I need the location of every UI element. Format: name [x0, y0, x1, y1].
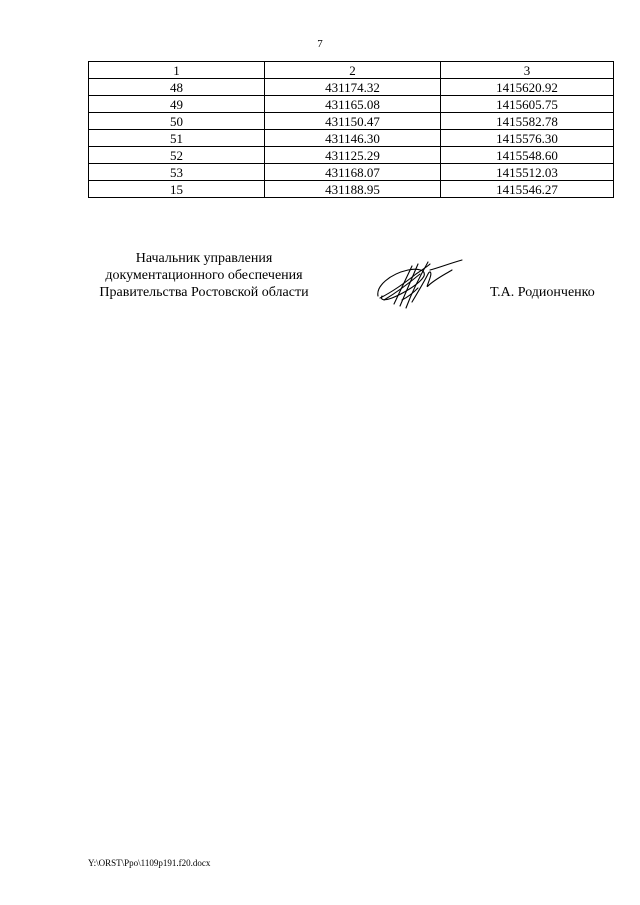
coordinate-y: 1415548.60 — [441, 147, 614, 164]
point-number: 53 — [89, 164, 265, 181]
coordinate-y: 1415620.92 — [441, 79, 614, 96]
coordinate-y: 1415582.78 — [441, 113, 614, 130]
handwritten-signature-icon — [372, 252, 472, 316]
point-number: 50 — [89, 113, 265, 130]
coordinates-table — [88, 61, 614, 198]
coordinate-y: 1415576.30 — [441, 130, 614, 147]
signer-position-line: Правительства Ростовской области — [99, 285, 309, 300]
coordinate-x: 431125.29 — [265, 147, 441, 164]
coordinate-y: 1415605.75 — [441, 96, 614, 113]
coordinate-x: 431150.47 — [265, 113, 441, 130]
signer-position-line: Начальник управления — [135, 251, 273, 266]
table-row — [89, 181, 614, 198]
table-row — [89, 113, 614, 130]
coordinate-y: 1415546.27 — [441, 181, 614, 198]
point-number: 51 — [89, 130, 265, 147]
point-number: 49 — [89, 96, 265, 113]
table-row — [89, 79, 614, 96]
point-number: 48 — [89, 79, 265, 96]
signer-position — [88, 250, 320, 301]
column-header: 2 — [265, 62, 441, 79]
coordinate-x: 431168.07 — [265, 164, 441, 181]
table-row — [89, 147, 614, 164]
table-row — [89, 164, 614, 181]
signer-position-line: документационного обеспечения — [105, 268, 303, 283]
coordinate-x: 431188.95 — [265, 181, 441, 198]
point-number: 15 — [89, 181, 265, 198]
coordinate-x: 431146.30 — [265, 130, 441, 147]
file-path: Y:\ORST\Ppo\1109p191.f20.docx — [88, 858, 211, 868]
coordinate-x: 431174.32 — [265, 79, 441, 96]
signer-name: Т.А. Родионченко — [490, 285, 595, 300]
coordinate-x: 431165.08 — [265, 96, 441, 113]
table-row — [89, 130, 614, 147]
coordinate-y: 1415512.03 — [441, 164, 614, 181]
table-row — [89, 96, 614, 113]
column-header: 3 — [441, 62, 614, 79]
page-number: 7 — [317, 38, 323, 50]
column-header: 1 — [89, 62, 265, 79]
table-header-row — [89, 62, 614, 79]
point-number: 52 — [89, 147, 265, 164]
